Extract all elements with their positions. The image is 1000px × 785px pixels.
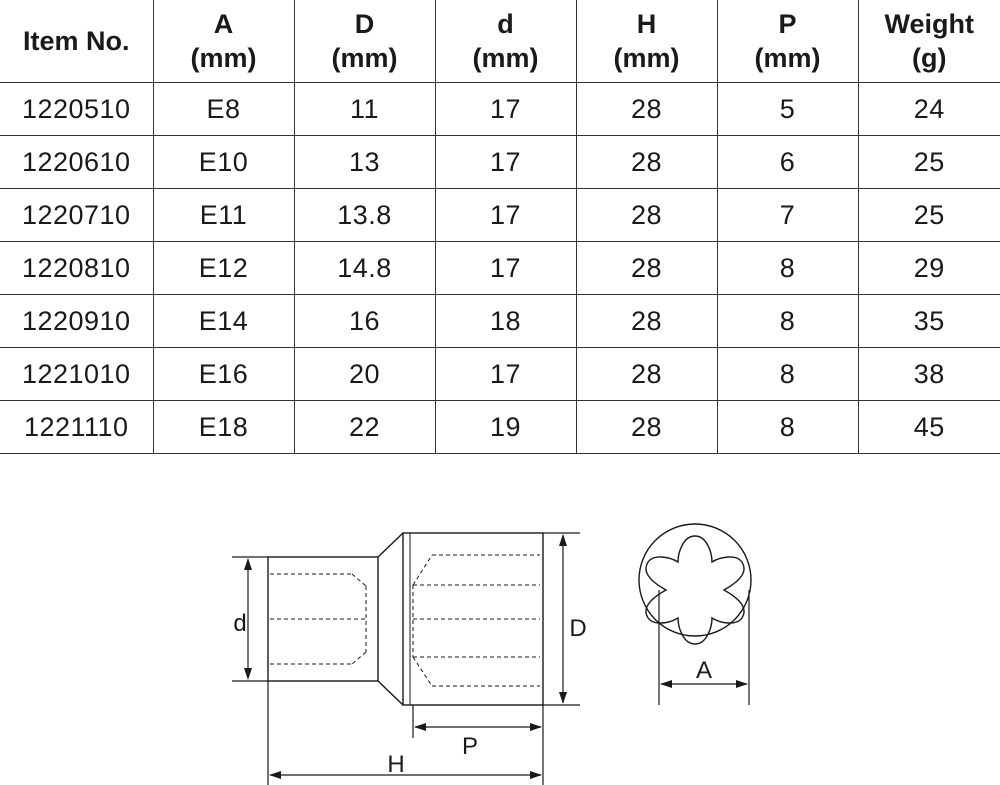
header-h: H (mm) — [576, 0, 717, 83]
cell-weight: 25 — [858, 136, 1000, 189]
label-P: P — [461, 733, 479, 760]
header-d-drive: d (mm) — [435, 0, 576, 83]
cell-h: 28 — [576, 136, 717, 189]
socket-end-view — [639, 524, 751, 644]
cell-h: 28 — [576, 295, 717, 348]
taper-bottom-line — [378, 681, 403, 705]
cell-item-no: 1221110 — [0, 401, 153, 454]
cell-h: 28 — [576, 401, 717, 454]
cell-h: 28 — [576, 242, 717, 295]
cell-item-no: 1220610 — [0, 136, 153, 189]
cell-h: 28 — [576, 83, 717, 136]
cell-d-outer: 13 — [294, 136, 435, 189]
cell-d-drive: 17 — [435, 83, 576, 136]
header-a: A (mm) — [153, 0, 294, 83]
cell-item-no: 1220810 — [0, 242, 153, 295]
cell-a: E11 — [153, 189, 294, 242]
label-A: A — [695, 657, 713, 684]
hidden-lines — [270, 555, 540, 686]
cell-p: 8 — [717, 401, 858, 454]
cell-a: E18 — [153, 401, 294, 454]
header-d-outer: D (mm) — [294, 0, 435, 83]
cell-d-drive: 17 — [435, 136, 576, 189]
cell-item-no: 1221010 — [0, 348, 153, 401]
label-H: H — [387, 751, 405, 778]
cell-d-drive: 17 — [435, 348, 576, 401]
cell-d-outer: 11 — [294, 83, 435, 136]
header-item-no: Item No. — [0, 0, 153, 83]
cell-p: 8 — [717, 348, 858, 401]
cell-weight: 24 — [858, 83, 1000, 136]
cell-a: E12 — [153, 242, 294, 295]
cell-item-no: 1220910 — [0, 295, 153, 348]
cell-a: E8 — [153, 83, 294, 136]
cell-a: E14 — [153, 295, 294, 348]
cell-weight: 35 — [858, 295, 1000, 348]
cell-d-drive: 19 — [435, 401, 576, 454]
header-p: P (mm) — [717, 0, 858, 83]
cell-d-drive: 18 — [435, 295, 576, 348]
cell-d-outer: 16 — [294, 295, 435, 348]
cell-d-outer: 22 — [294, 401, 435, 454]
cell-d-drive: 17 — [435, 189, 576, 242]
cell-weight: 45 — [858, 401, 1000, 454]
cell-p: 6 — [717, 136, 858, 189]
header-weight: Weight (g) — [858, 0, 1000, 83]
cell-h: 28 — [576, 189, 717, 242]
label-D: D — [569, 615, 587, 642]
end-view-outer-circle — [639, 524, 751, 636]
cell-a: E16 — [153, 348, 294, 401]
cell-a: E10 — [153, 136, 294, 189]
taper-top-line — [378, 533, 403, 557]
cell-p: 8 — [717, 295, 858, 348]
label-d: d — [233, 610, 247, 637]
torx-profile — [646, 536, 744, 644]
dimension-A — [659, 590, 749, 705]
cell-d-outer: 20 — [294, 348, 435, 401]
socket-side-view — [268, 533, 543, 705]
cell-h: 28 — [576, 348, 717, 401]
cell-d-drive: 17 — [435, 242, 576, 295]
cell-p: 7 — [717, 189, 858, 242]
cell-weight: 25 — [858, 189, 1000, 242]
cell-item-no: 1220710 — [0, 189, 153, 242]
cell-weight: 38 — [858, 348, 1000, 401]
cell-p: 8 — [717, 242, 858, 295]
cell-p: 5 — [717, 83, 858, 136]
cell-item-no: 1220510 — [0, 83, 153, 136]
cell-d-outer: 13.8 — [294, 189, 435, 242]
cell-weight: 29 — [858, 242, 1000, 295]
cell-d-outer: 14.8 — [294, 242, 435, 295]
